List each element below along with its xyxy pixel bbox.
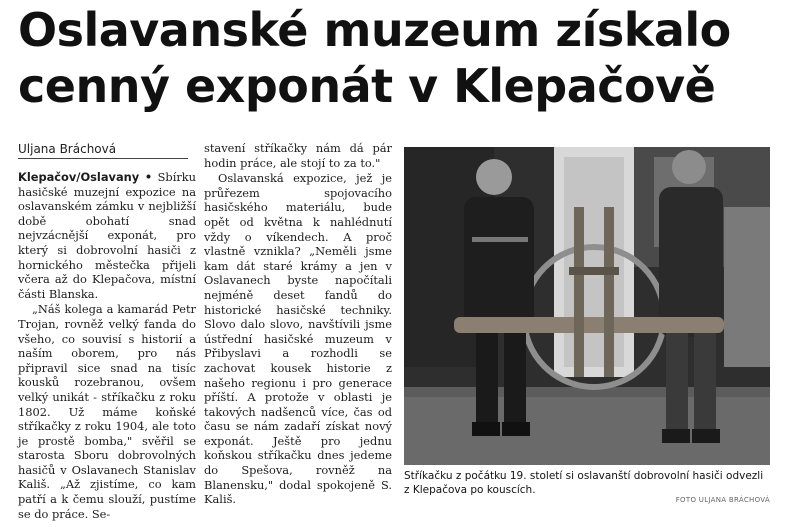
lead-paragraph <box>18 170 196 301</box>
paragraph-continuation: stavení stříkačky nám dá pár hodin práce, ale stojí to za to." <box>204 141 392 170</box>
photo-caption: Stříkačku z počátku 19. století si oslavanští dobrovolní hasiči odvezli z Klepačova po kouscích. <box>404 470 764 496</box>
article-column-2 <box>204 141 392 508</box>
article-column-1 <box>18 170 196 522</box>
photo-credit: FOTO ULJANA BRÁCHOVÁ <box>675 496 770 504</box>
headline-line-1: Oslavanské muzeum získalo <box>18 3 731 57</box>
paragraph: „Náš kolega a kamarád Petr Trojan, rovněž velký fanda do všeho, co souvisí s historií a naším oborem, pro nás připravil sice snad na tisíc kousků rozebranou, ovšem velký unikát - stříkačku z roku 1802. Už máme koňské stříkačky z roku 1904, ale toto je prostě bomba," svěřil se starosta Sboru dobrovolných hasičů v Oslavanech Stanislav Kališ. „Až zjistíme, co kam patří a k čemu slouží, pustíme se do práce. Se- <box>18 302 196 521</box>
news-photo <box>404 147 770 465</box>
author-byline: Uljana Bráchová <box>18 142 188 159</box>
headline-line-2: cenný exponát v Klepačově <box>18 59 716 113</box>
firemen-photo-image <box>404 147 770 465</box>
paragraph: Oslavanská expozice, jež je průřezem spojovacího hasičského materiálu, bude opět od května k nahlédnutí vždy o víkendech. A proč vlastně vznikla? „Neměli jsme kam dát staré krámy a jen v Oslavanech byste napočítali nejméně deset fandů do historické hasičské techniky. Slovo dalo slovo, navštívili jsme ústřední hasičské muzeum v Přibyslavi a rozhodli se zachovat kousek historie z našeho regionu i pro generace příští. A protože v oblasti je takových nadšenců více, čas od času se nám zadaří získat nový exponát. Ještě pro jednu koňskou stříkačku dnes jedeme do Spešova, rovněž na Blanensku," dodal spokojeně S. Kališ. <box>204 171 392 507</box>
dateline: Klepačov/Oslavany • <box>18 170 153 184</box>
lead-text: Sbírku hasičské muzejní expozice na oslavanském zámku v nejbližší době obohatí snad nejvzácnější exponát, pro který si dobrovolní hasiči z hornického městečka přijeli včera až do Klepačova, místní části Blanska. <box>18 170 197 301</box>
article-headline <box>18 2 788 114</box>
